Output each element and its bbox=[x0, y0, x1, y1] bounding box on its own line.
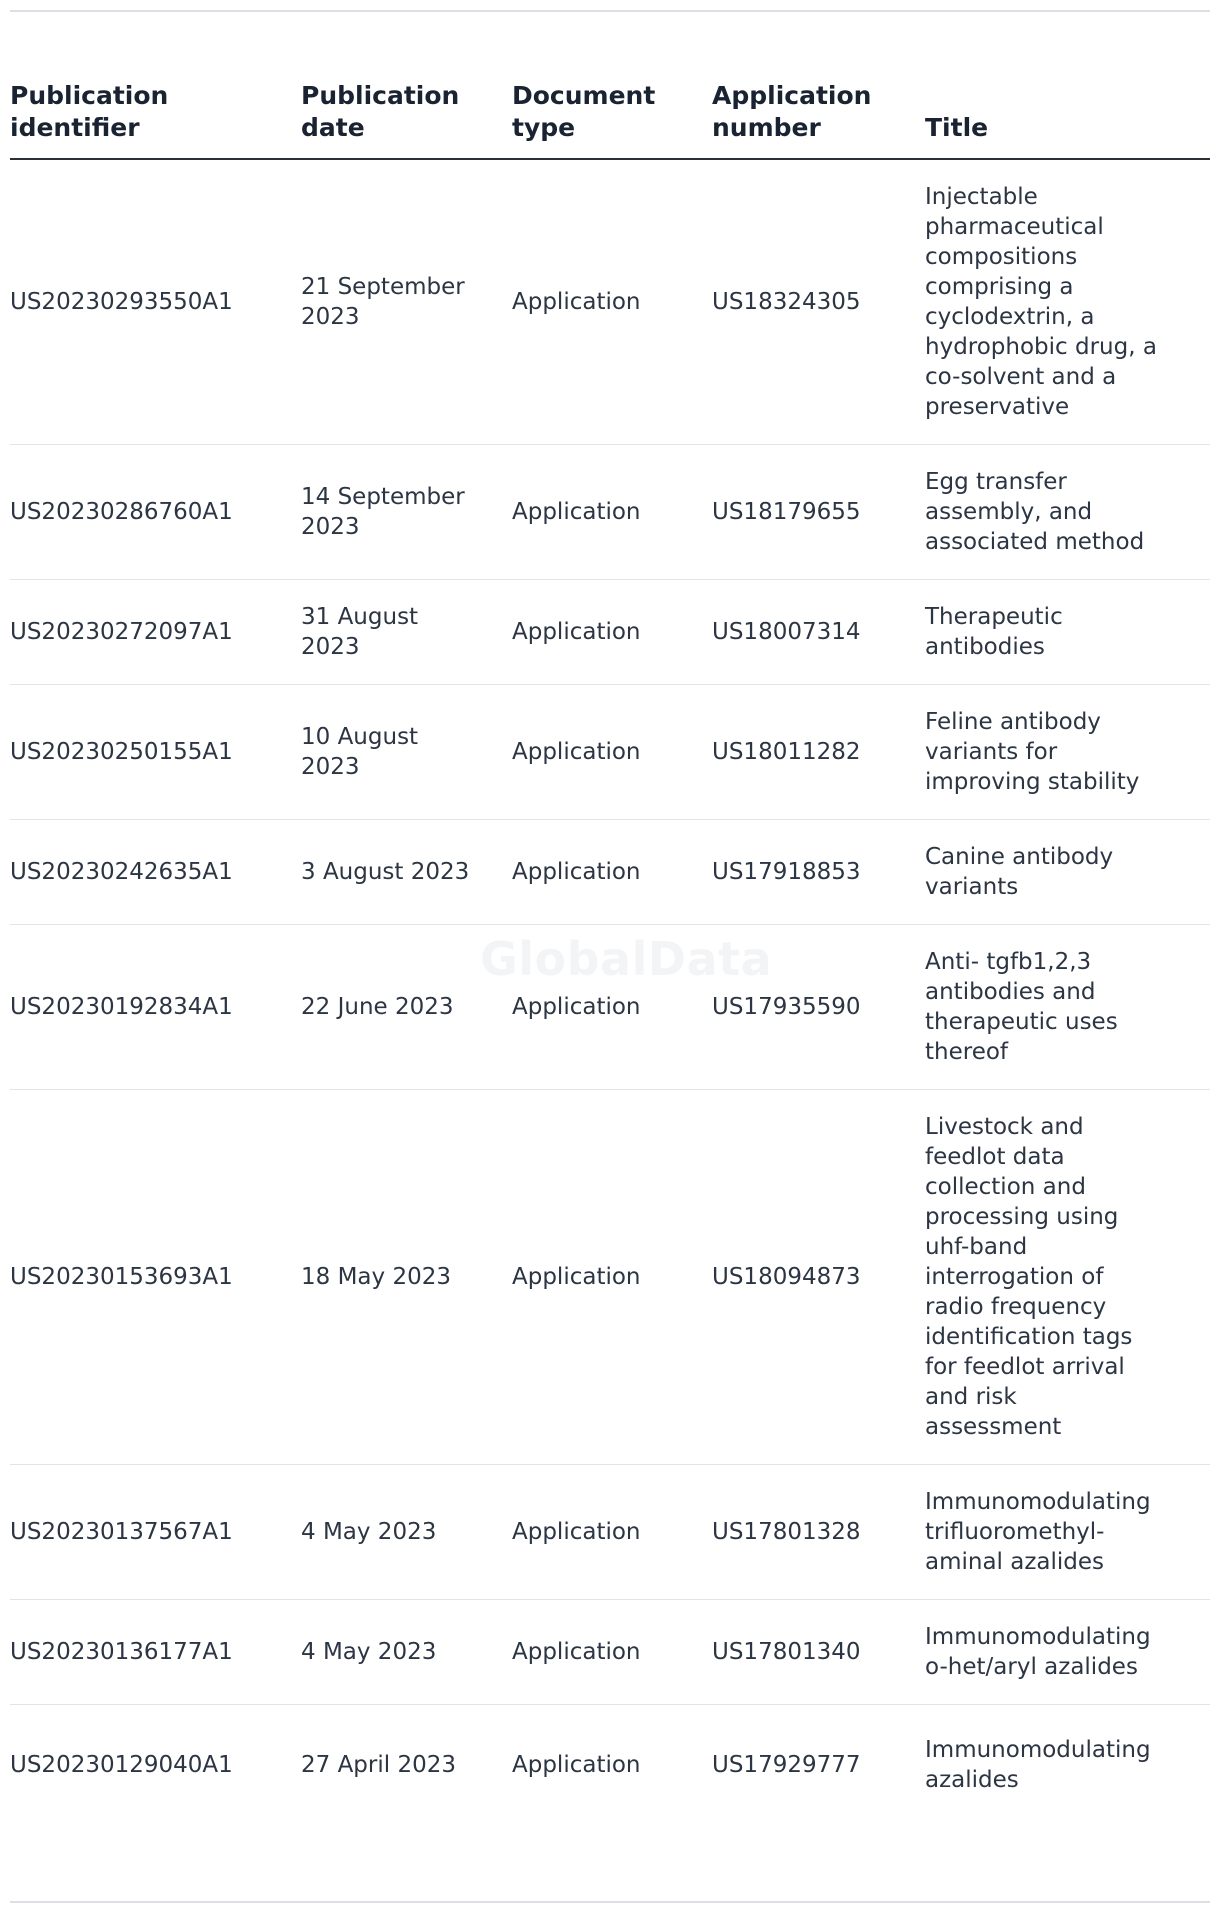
header-title: Title bbox=[925, 74, 1210, 159]
title-cell: Immunomodulating trifluoromethyl-aminal azalides bbox=[925, 1465, 1210, 1600]
document-type-cell: Application bbox=[512, 1465, 712, 1600]
table-row bbox=[10, 1600, 1210, 1705]
publication-identifier-cell: US20230272097A1 bbox=[10, 580, 301, 685]
publication-identifier-cell: US20230136177A1 bbox=[10, 1600, 301, 1705]
table-row bbox=[10, 580, 1210, 685]
title-cell: Immunomodulating o-het/aryl azalides bbox=[925, 1600, 1210, 1705]
document-type-cell: Application bbox=[512, 1752, 641, 1778]
watermark: GlobalData bbox=[480, 932, 773, 986]
publication-identifier-cell: US20230129040A1 bbox=[10, 1752, 233, 1778]
title-cell: Therapeutic antibodies bbox=[925, 580, 1210, 685]
title-cell: Feline antibody variants for improving stability bbox=[925, 685, 1210, 820]
application-number-cell: US18094873 bbox=[712, 1090, 925, 1465]
publication-identifier-cell: US20230153693A1 bbox=[10, 1090, 301, 1465]
publication-date-cell: 14 September 2023 bbox=[301, 445, 512, 580]
title-cell: Injectable pharmaceutical compositions comprising a cyclodextrin, a hydrophobic drug, a co-solvent and a preservative bbox=[925, 159, 1210, 445]
application-number-cell: US18324305 bbox=[712, 159, 925, 445]
publication-identifier-cell: US20230137567A1 bbox=[10, 1465, 301, 1600]
document-type-cell: Application bbox=[512, 685, 712, 820]
application-number-cell: US18179655 bbox=[712, 445, 925, 580]
title-cell: Livestock and feedlot data collection and processing using uhf-band interrogation of radio frequency identification tags for feedlot arrival and risk assessment bbox=[925, 1090, 1210, 1465]
document-type-cell: Application bbox=[512, 159, 712, 445]
publication-identifier-cell: US20230293550A1 bbox=[10, 159, 301, 445]
title-cell: Canine antibody variants bbox=[925, 820, 1210, 925]
publication-date-cell: 4 May 2023 bbox=[301, 1465, 512, 1600]
document-type-cell: Application bbox=[512, 580, 712, 685]
publication-date-cell: 10 August 2023 bbox=[301, 685, 512, 820]
title-cell: Egg transfer assembly, and associated method bbox=[925, 445, 1210, 580]
table-row bbox=[10, 1705, 1210, 1826]
application-number-cell: US17935590 bbox=[712, 925, 925, 1090]
application-number-cell: US17929777 bbox=[712, 1752, 861, 1778]
header-publication-date: Publication date bbox=[301, 74, 512, 159]
table-row bbox=[10, 159, 1210, 445]
document-type-cell: Application bbox=[512, 925, 712, 1090]
publication-identifier-cell: US20230286760A1 bbox=[10, 445, 301, 580]
header-row bbox=[10, 74, 1210, 159]
application-number-cell: US17801340 bbox=[712, 1600, 925, 1705]
publication-date-cell: 18 May 2023 bbox=[301, 1090, 512, 1465]
table-row bbox=[10, 445, 1210, 580]
table-header bbox=[10, 74, 1210, 159]
table-row bbox=[10, 820, 1210, 925]
document-type-cell: Application bbox=[512, 445, 712, 580]
publication-date-cell: 27 April 2023 bbox=[301, 1752, 456, 1778]
application-number-cell: US17918853 bbox=[712, 820, 925, 925]
table-row bbox=[10, 925, 1210, 1090]
title-cell: Anti- tgfb1,2,3 antibodies and therapeutic uses thereof bbox=[925, 925, 1210, 1090]
application-number-cell: US18007314 bbox=[712, 580, 925, 685]
table-row bbox=[10, 685, 1210, 820]
table-row bbox=[10, 1090, 1210, 1465]
publication-identifier-cell: US20230242635A1 bbox=[10, 820, 301, 925]
document-type-cell: Application bbox=[512, 1090, 712, 1465]
publication-date-cell: 21 September 2023 bbox=[301, 159, 512, 445]
bottom-divider bbox=[10, 1901, 1210, 1903]
header-document-type: Document type bbox=[512, 74, 712, 159]
publication-date-cell: 4 May 2023 bbox=[301, 1600, 512, 1705]
publication-date-cell: 3 August 2023 bbox=[301, 820, 512, 925]
application-number-cell: US18011282 bbox=[712, 685, 925, 820]
publication-identifier-cell: US20230250155A1 bbox=[10, 685, 301, 820]
title-cell: Immunomodulating azalides bbox=[925, 1737, 1151, 1793]
document-type-cell: Application bbox=[512, 1600, 712, 1705]
table-row bbox=[10, 1465, 1210, 1600]
publication-date-cell: 22 June 2023 bbox=[301, 925, 512, 1090]
header-application-number: Application number bbox=[712, 74, 925, 159]
publication-date-cell: 31 August 2023 bbox=[301, 580, 512, 685]
top-divider bbox=[10, 10, 1210, 12]
publication-identifier-cell: US20230192834A1 bbox=[10, 925, 301, 1090]
table-body bbox=[10, 159, 1210, 1825]
header-publication-identifier: Publication identifier bbox=[10, 74, 301, 159]
patent-table bbox=[10, 74, 1210, 1825]
application-number-cell: US17801328 bbox=[712, 1465, 925, 1600]
document-type-cell: Application bbox=[512, 820, 712, 925]
